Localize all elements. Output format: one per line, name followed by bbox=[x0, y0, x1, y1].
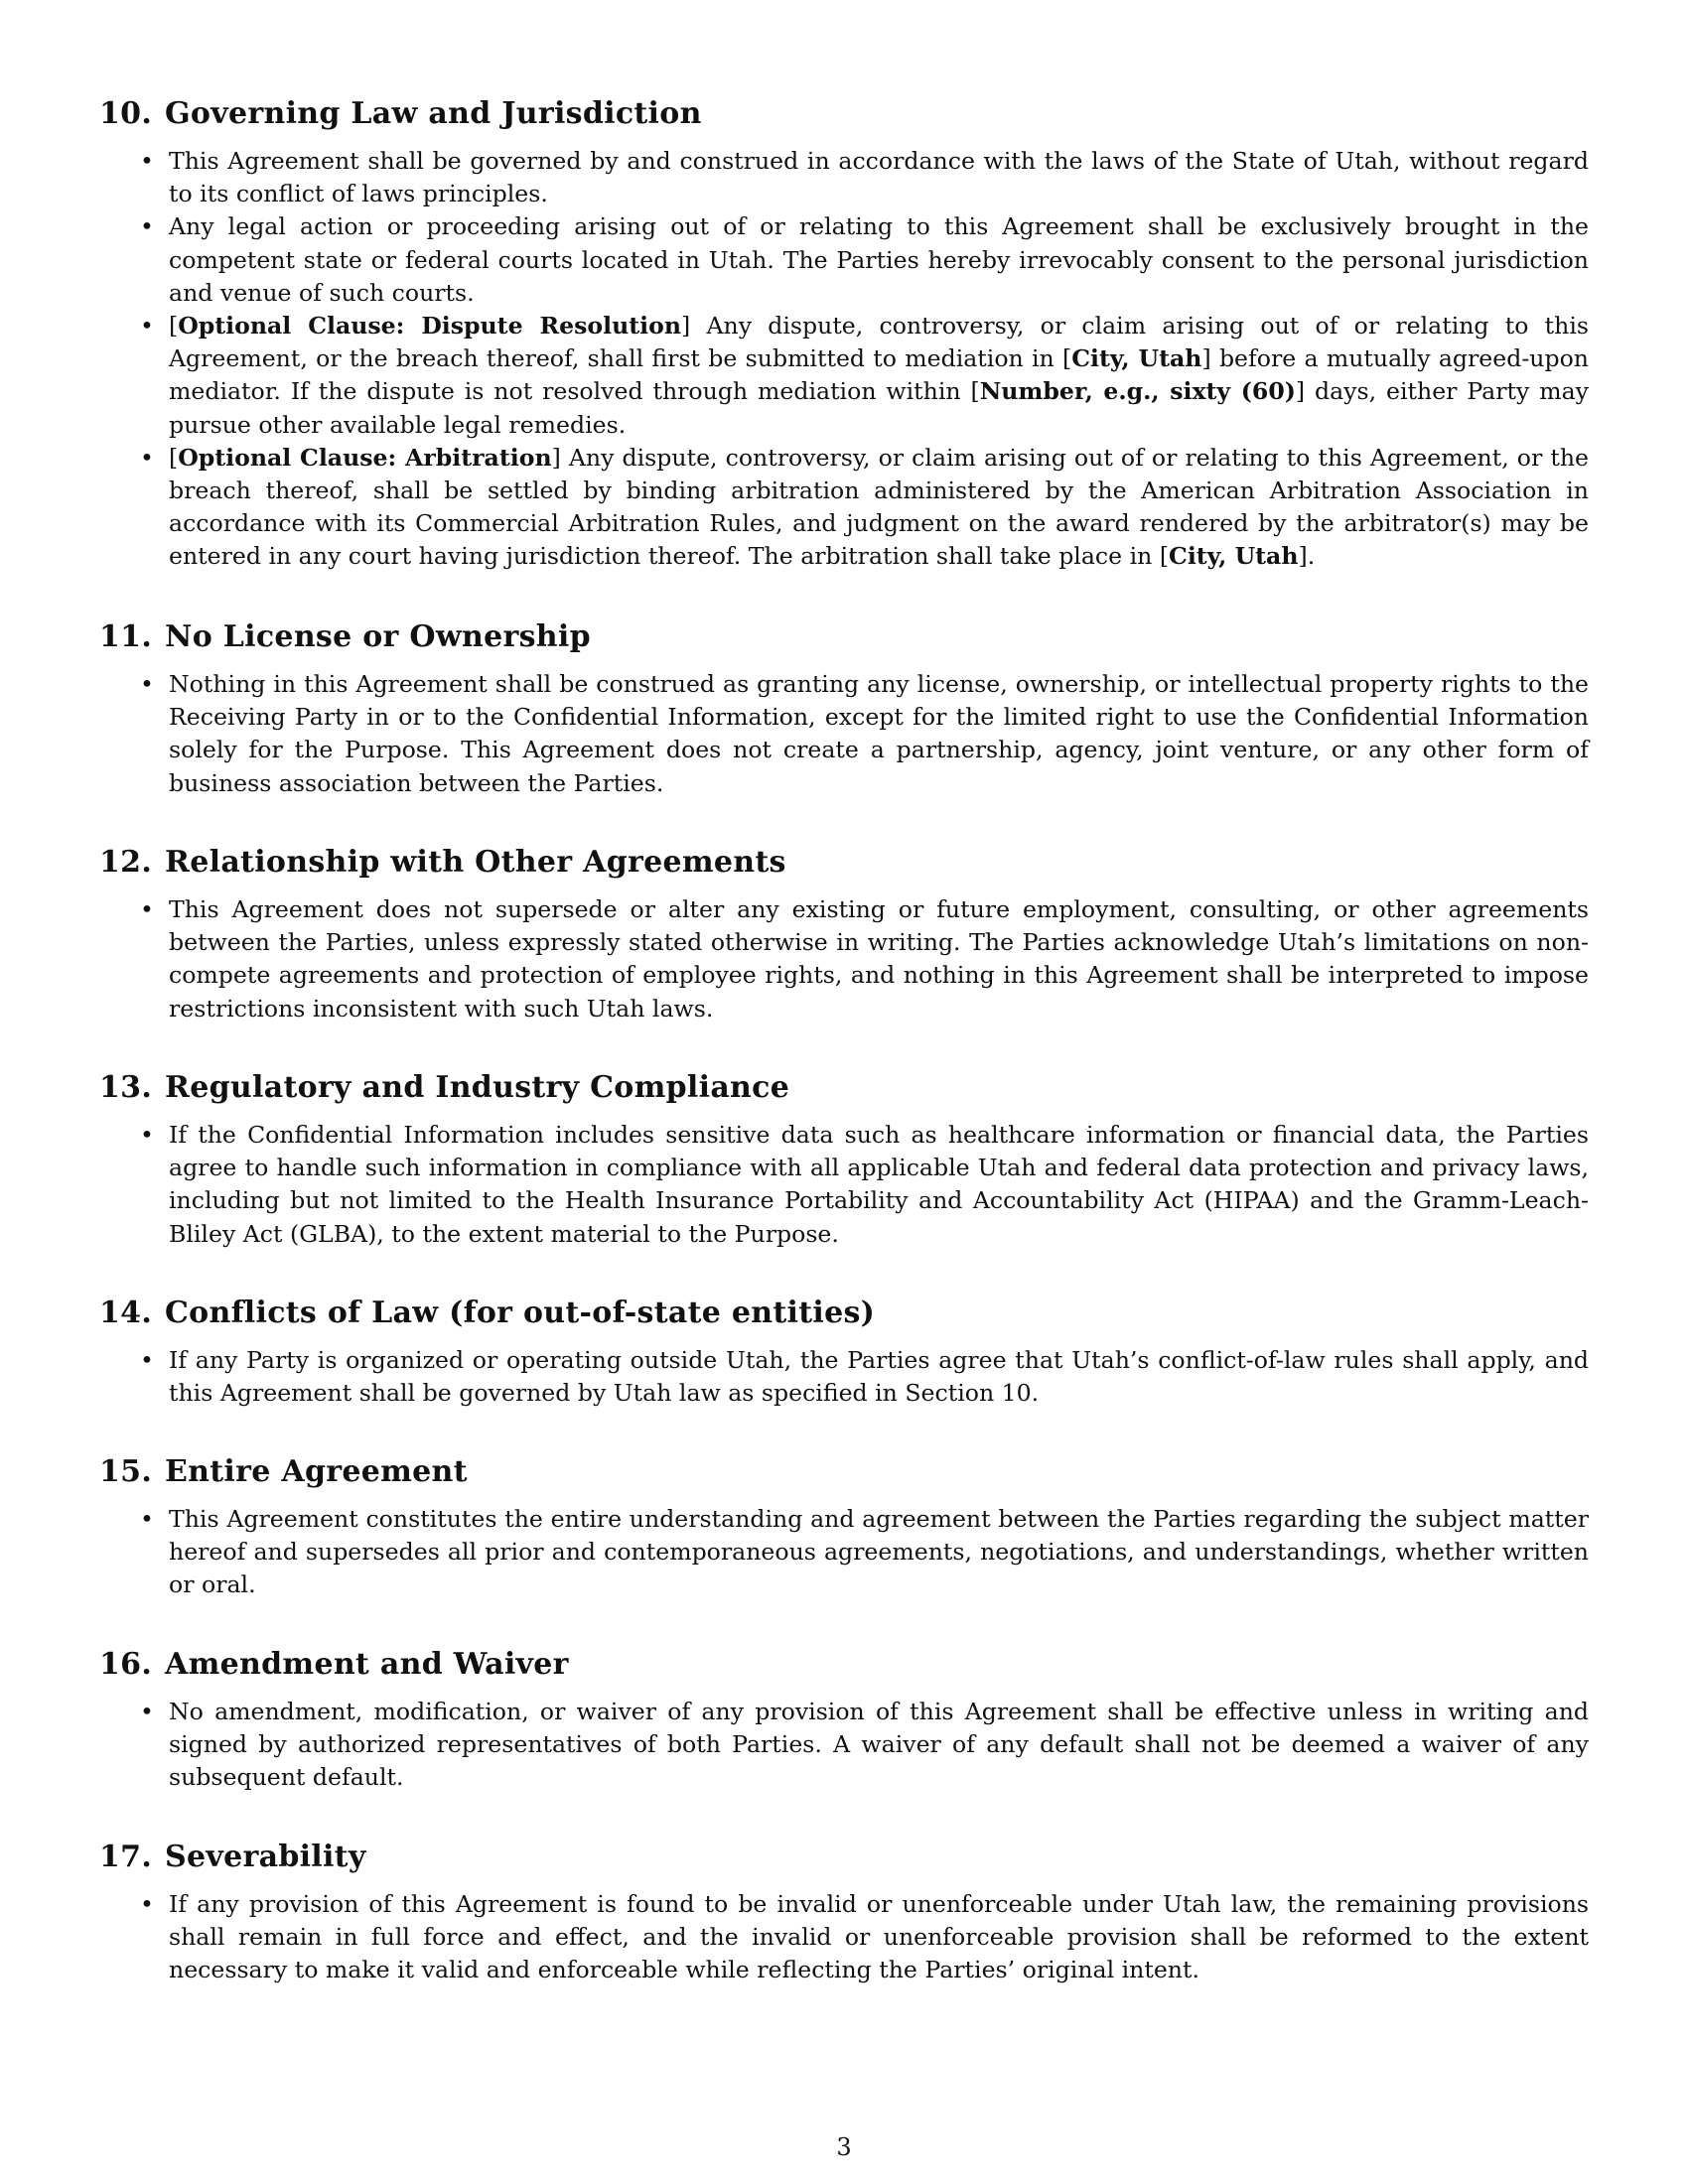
bullet-item bbox=[99, 1888, 1589, 1987]
section-number: 12. bbox=[99, 845, 153, 880]
section-14 bbox=[99, 1291, 1589, 1410]
placeholder-text: City, Utah bbox=[1071, 344, 1202, 373]
section-heading bbox=[99, 1449, 1589, 1495]
clause-text: This Agreement constitutes the entire understanding and agreement between the Parties regarding the subject matter hereof and supersedes all prior and contemporaneous agreements, negotiations, and understandings, whether written or oral. bbox=[169, 1505, 1589, 1599]
bullet-list bbox=[99, 1119, 1589, 1251]
clause-text: [ bbox=[169, 312, 179, 341]
bullet-text bbox=[169, 312, 1589, 439]
section-title: Entire Agreement bbox=[165, 1454, 468, 1489]
bullet-item bbox=[99, 210, 1589, 310]
section-title: Conflicts of Law (for out-of-state entities) bbox=[165, 1296, 876, 1330]
section-12 bbox=[99, 840, 1589, 1025]
bullet-item bbox=[99, 145, 1589, 210]
clause-text: If the Confidential Information includes sensitive data such as healthcare information or financial data, the Parties agree to handle such information in compliance with all applicable Utah and federal data protection and privacy laws, including but not limited to the Health Insurance Portability and Accountability Act (HIPAA) and the Gramm-Leach-Bliley Act (GLBA), to the extent material to the Purpose. bbox=[169, 1121, 1589, 1248]
section-heading bbox=[99, 1835, 1589, 1880]
section-11 bbox=[99, 614, 1589, 800]
bullet-list bbox=[99, 1344, 1589, 1410]
bullet-icon: • bbox=[140, 895, 154, 923]
bullet-text bbox=[169, 1505, 1589, 1598]
section-17 bbox=[99, 1835, 1589, 1987]
clause-text: If any provision of this Agreement is found to be invalid or unenforceable under Utah law, the remaining provisions shall remain in full force and effect, and the invalid or unenforceable provision shall be reformed to the extent necessary to make it valid and enforceable while reflecting the Parties’ original intent. bbox=[169, 1890, 1589, 1984]
bullet-item bbox=[99, 1503, 1589, 1602]
clause-text: ] Any dispute, controversy, or claim arising out of or relating to this Agreement, or the breach thereof, shall be settled by binding arbitration administered by the American Arbitration Association in accordance with its Commercial Arbitration Rules, and judgment on the award rendered by the arbitrator(s) may be entered in any court having jurisdiction thereof. The arbitration shall take place in [ bbox=[169, 443, 1590, 571]
bullet-icon: • bbox=[140, 312, 154, 341]
section-heading bbox=[99, 1065, 1589, 1111]
section-title: Governing Law and Jurisdiction bbox=[165, 96, 702, 131]
clause-text: ] days, either Party may pursue other available legal remedies. bbox=[169, 377, 1589, 439]
bullet-icon: • bbox=[140, 443, 154, 472]
section-number: 15. bbox=[99, 1454, 153, 1489]
clause-text: This Agreement does not supersede or alter any existing or future employment, consulting, or other agreements between the Parties, unless expressly stated otherwise in writing. The Parties acknowledge Utah’s limitations on non-compete agreements and protection of employee rights, and nothing in this Agreement shall be interpreted to impose restrictions inconsistent with such Utah laws. bbox=[169, 895, 1589, 1023]
bullet-item bbox=[99, 442, 1589, 574]
bullet-item bbox=[99, 310, 1589, 442]
clause-text: ] before a mutually agreed-upon mediator. If the dispute is not resolved through mediation within [ bbox=[169, 344, 1589, 406]
placeholder-text: Optional Clause: Arbitration bbox=[178, 443, 552, 472]
bullet-text bbox=[169, 1698, 1589, 1791]
section-number: 16. bbox=[99, 1647, 153, 1682]
bullet-text bbox=[169, 444, 1589, 571]
bullet-icon: • bbox=[140, 147, 154, 175]
bullet-text bbox=[169, 895, 1589, 1023]
section-title: Amendment and Waiver bbox=[165, 1647, 569, 1682]
bullet-list bbox=[99, 893, 1589, 1025]
bullet-item bbox=[99, 1119, 1589, 1251]
section-heading bbox=[99, 1642, 1589, 1688]
bullet-item bbox=[99, 1696, 1589, 1795]
bullet-icon: • bbox=[140, 1698, 154, 1725]
section-title: Severability bbox=[165, 1840, 366, 1874]
section-number: 14. bbox=[99, 1296, 153, 1330]
clause-text: Any legal action or proceeding arising out of or relating to this Agreement shall be exclusively brought in the competent state or federal courts located in Utah. The Parties hereby irrevocably consent to the personal jurisdiction and venue of such courts. bbox=[169, 212, 1589, 307]
bullet-icon: • bbox=[140, 1890, 154, 1918]
section-heading bbox=[99, 91, 1589, 137]
bullet-item bbox=[99, 668, 1589, 800]
bullet-icon: • bbox=[140, 212, 154, 241]
section-heading bbox=[99, 1291, 1589, 1336]
bullet-icon: • bbox=[140, 1505, 154, 1533]
clause-text: Nothing in this Agreement shall be construed as granting any license, ownership, or intellectual property rights to the Receiving Party in or to the Confidential Information, except for the limited right to use the Confidential Information solely for the Purpose. This Agreement does not create a partnership, agency, joint venture, or any other form of business association between the Parties. bbox=[169, 670, 1589, 797]
section-15 bbox=[99, 1449, 1589, 1602]
section-16 bbox=[99, 1642, 1589, 1795]
clause-text: This Agreement shall be governed by and construed in accordance with the laws of the State of Utah, without regard to its conflict of laws principles. bbox=[169, 147, 1589, 208]
bullet-text bbox=[169, 1121, 1589, 1248]
bullet-text bbox=[169, 1346, 1589, 1407]
section-title: Regulatory and Industry Compliance bbox=[165, 1070, 790, 1105]
bullet-item bbox=[99, 893, 1589, 1025]
placeholder-text: City, Utah bbox=[1169, 542, 1299, 571]
bullet-list bbox=[99, 668, 1589, 800]
section-title: Relationship with Other Agreements bbox=[165, 845, 786, 880]
bullet-list bbox=[99, 1696, 1589, 1795]
bullet-item bbox=[99, 1344, 1589, 1410]
bullet-icon: • bbox=[140, 670, 154, 698]
bullet-list bbox=[99, 1503, 1589, 1602]
section-10 bbox=[99, 91, 1589, 574]
bullet-text bbox=[169, 212, 1589, 306]
section-number: 11. bbox=[99, 619, 153, 654]
bullet-icon: • bbox=[140, 1346, 154, 1374]
section-heading bbox=[99, 840, 1589, 886]
bullet-text bbox=[169, 670, 1589, 797]
section-number: 10. bbox=[99, 96, 153, 131]
placeholder-text: Number, e.g., sixty (60) bbox=[979, 377, 1296, 406]
clause-text: No amendment, modification, or waiver of any provision of this Agreement shall be effective unless in writing and signed by authorized representatives of both Parties. A waiver of any default shall not be deemed a waiver of any subsequent default. bbox=[169, 1698, 1589, 1792]
placeholder-text: Optional Clause: Dispute Resolution bbox=[178, 312, 682, 341]
section-title: No License or Ownership bbox=[165, 619, 591, 654]
section-13 bbox=[99, 1065, 1589, 1251]
section-number: 17. bbox=[99, 1840, 153, 1874]
bullet-icon: • bbox=[140, 1121, 154, 1149]
clause-text: ] Any dispute, controversy, or claim arising out of or relating to this Agreement, or the breach thereof, shall first be submitted to mediation in [ bbox=[169, 312, 1589, 373]
page-number: 3 bbox=[836, 2133, 852, 2161]
clause-text: If any Party is organized or operating outside Utah, the Parties agree that Utah’s conflict-of-law rules shall apply, and this Agreement shall be governed by Utah law as specified in Section 10. bbox=[169, 1346, 1589, 1408]
section-heading bbox=[99, 614, 1589, 660]
clause-text: [ bbox=[169, 443, 179, 472]
clause-text: ]. bbox=[1298, 542, 1316, 571]
bullet-text bbox=[169, 1890, 1589, 1983]
bullet-text bbox=[169, 147, 1589, 207]
bullet-list bbox=[99, 145, 1589, 574]
section-number: 13. bbox=[99, 1070, 153, 1105]
bullet-list bbox=[99, 1888, 1589, 1987]
